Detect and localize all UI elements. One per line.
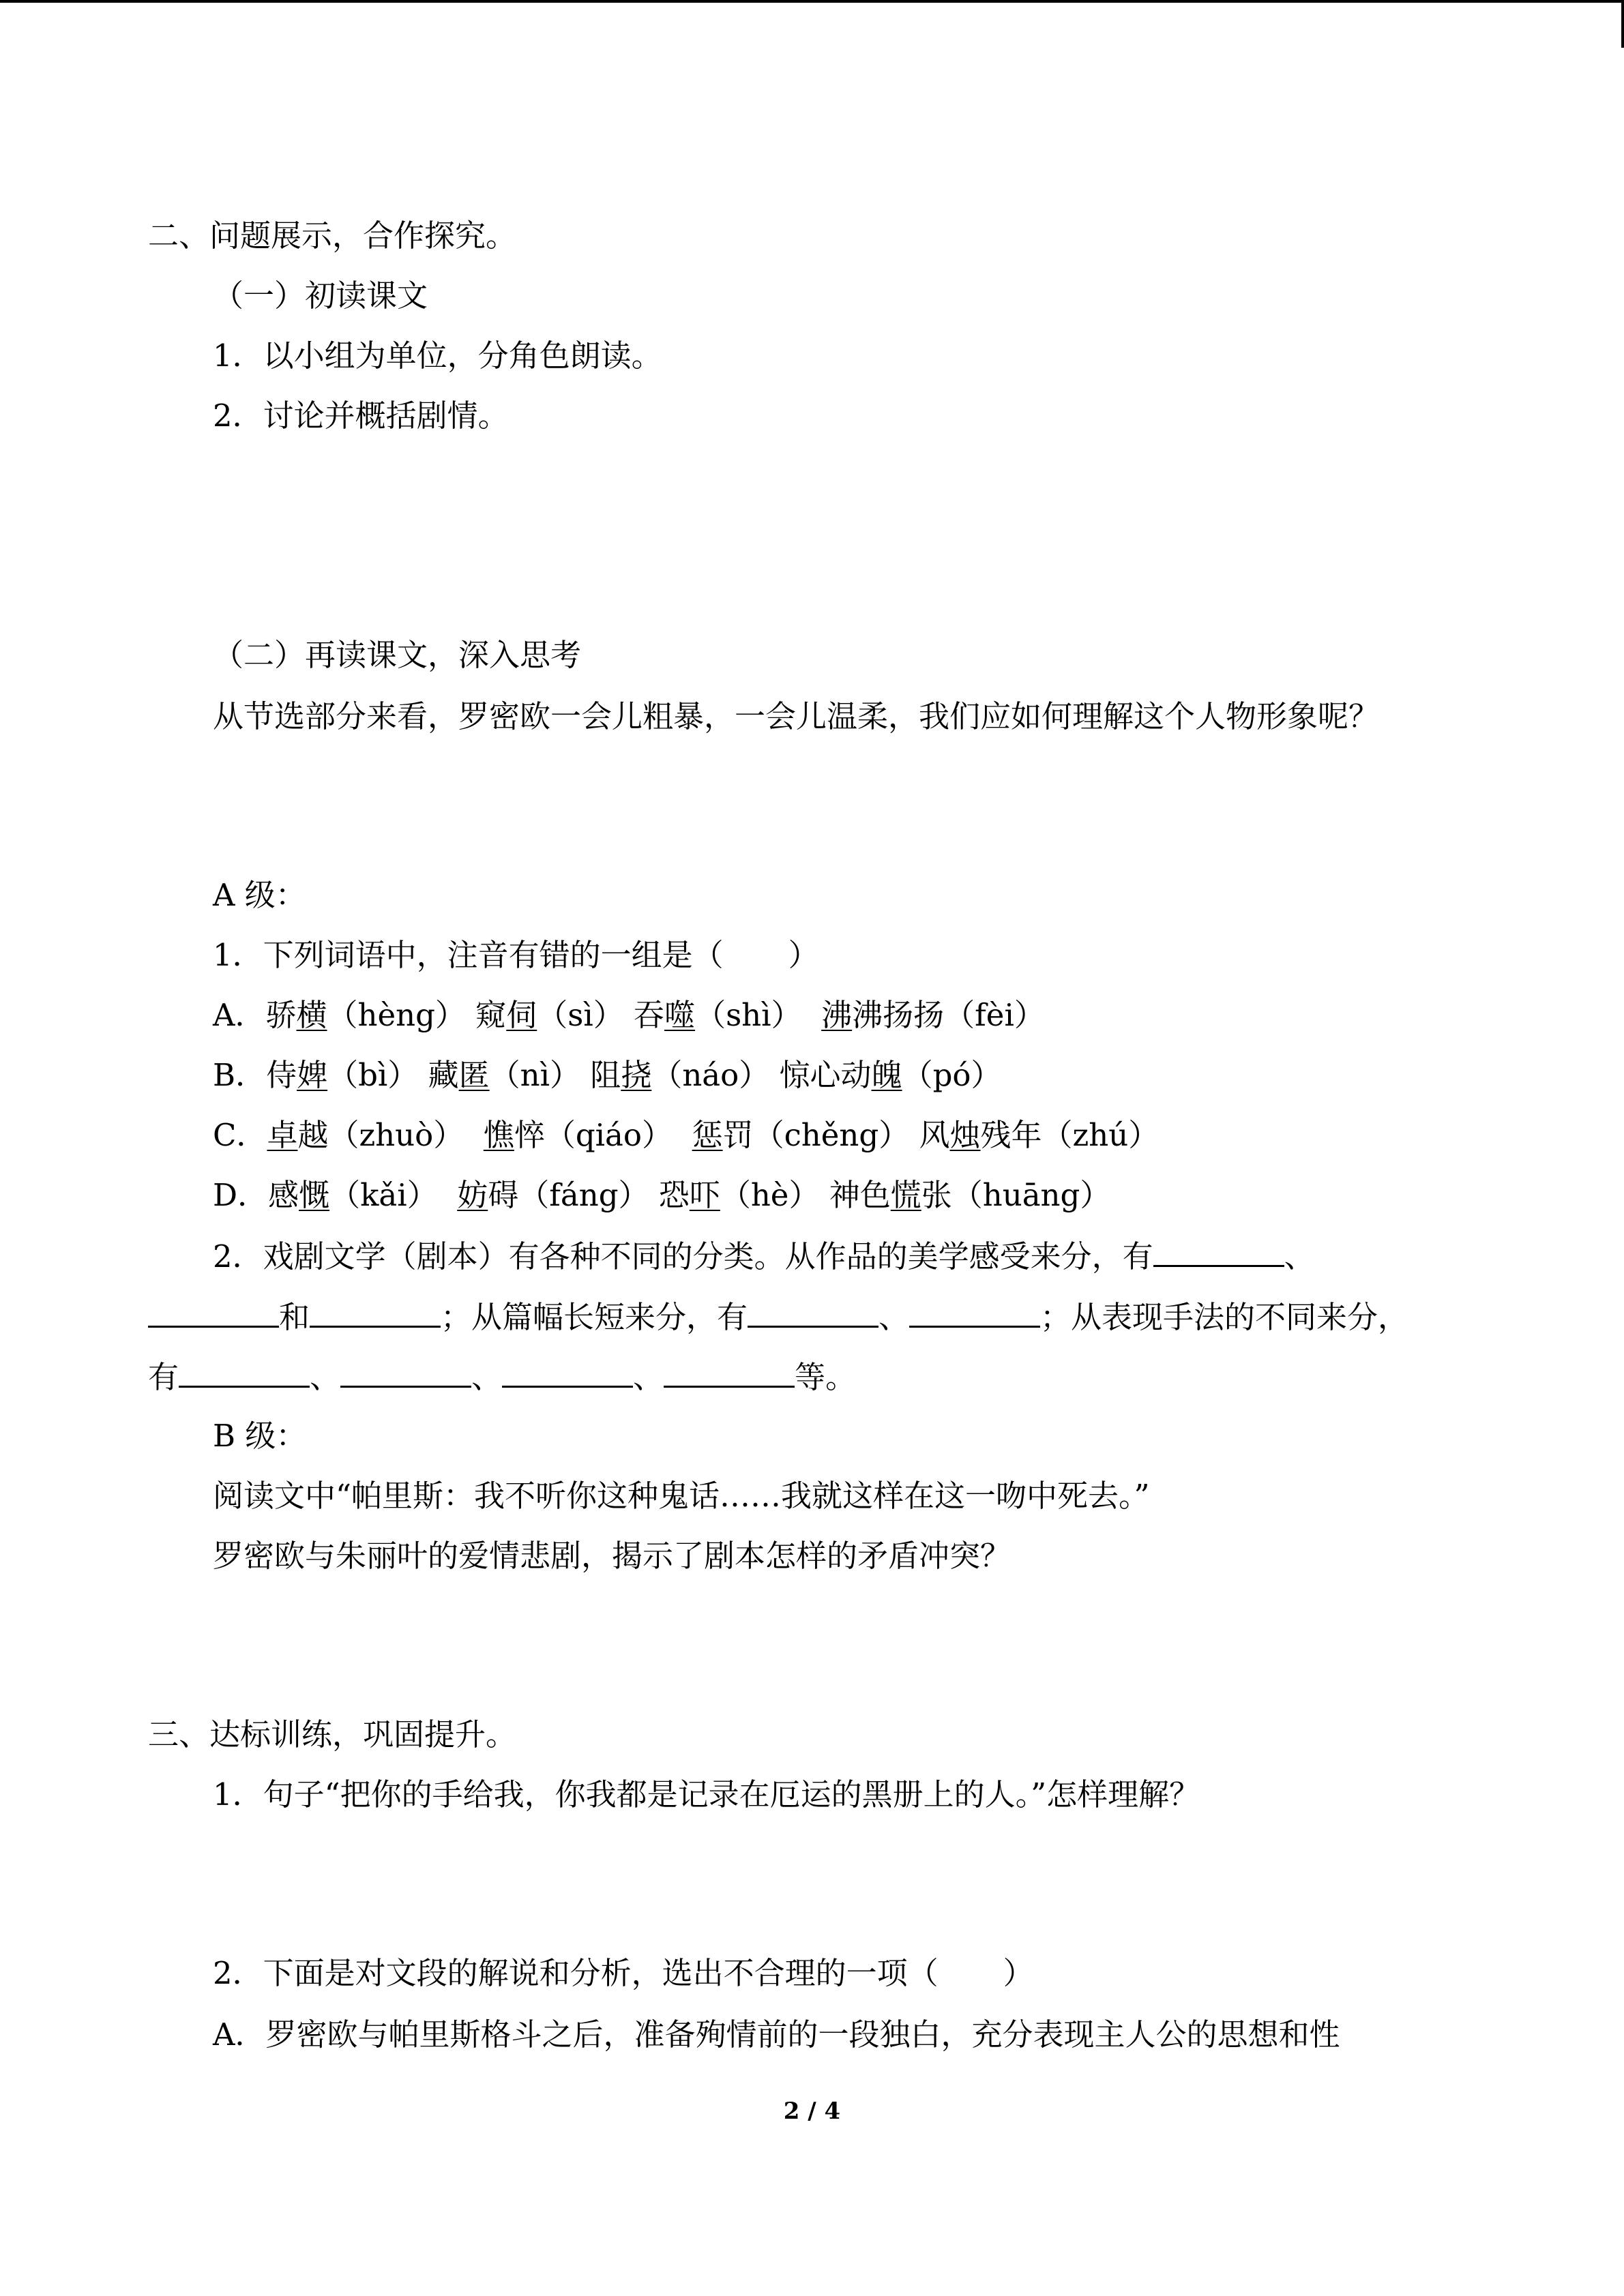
top-border-line — [0, 0, 1624, 3]
level-b-line2: 罗密欧与朱丽叶的爱情悲剧，揭示了剧本怎样的矛盾冲突？ — [213, 1538, 1012, 1574]
page-number: 2 / 4 — [783, 2098, 841, 2125]
fill-blank[interactable] — [310, 1296, 441, 1328]
level-a-q2-line2: 和 ；从篇幅长短来分，有 、 ；从表现手法的不同来分， — [148, 1296, 1408, 1338]
section3-q1: 1．句子“把你的手给我，你我都是记录在厄运的黑册上的人。”怎样理解？ — [213, 1776, 1200, 1813]
fill-blank[interactable] — [502, 1356, 633, 1388]
section3-q2-option-a: A．罗密欧与帕里斯格斗之后，准备殉情前的一段独白，充分表现主人公的思想和性 — [213, 2016, 1340, 2053]
level-a-q1 — [213, 935, 819, 976]
fill-blank[interactable] — [179, 1356, 310, 1388]
fill-blank[interactable] — [909, 1296, 1040, 1328]
level-a-q2-line1: 2．戏剧文学（剧本）有各种不同的分类。从作品的美学感受来分，有 、 — [213, 1235, 1315, 1277]
part2-heading: （二）再读课文，深入思考 — [213, 637, 582, 673]
fill-blank[interactable] — [148, 1296, 279, 1328]
part2-question: 从节选部分来看，罗密欧一会儿粗暴，一会儿温柔，我们应如何理解这个人物形象呢？ — [213, 698, 1380, 734]
section3-q2: 2．下面是对文段的解说和分析，选出不合理的一项（ ） — [213, 1955, 1034, 1991]
q1-close: ） — [788, 937, 819, 973]
fill-blank[interactable] — [664, 1356, 795, 1388]
level-b-line1: 阅读文中“帕里斯：我不听你这种鬼话……我就这样在这一吻中死去。” — [213, 1478, 1150, 1514]
section2-heading: 二、问题展示，合作探究。 — [148, 218, 517, 254]
fill-blank[interactable] — [340, 1356, 471, 1388]
option-c: C．卓越（zhuò） 憔悴（qiáo） 惩罚（chěng） 风烛残年（zhú） — [213, 1117, 1160, 1153]
option-a: A．骄横（hèng） 窥伺（sì） 吞噬（shì） 沸沸扬扬（fèi） — [213, 997, 1045, 1033]
part1-q1: 1．以小组为单位，分角色朗读。 — [213, 338, 662, 374]
option-d: D．感慨（kǎi） 妨碍（fáng） 恐吓（hè） 神色慌张（huāng） — [213, 1177, 1111, 1213]
part1-heading: （一）初读课文 — [213, 278, 428, 314]
fill-blank[interactable] — [1153, 1235, 1284, 1267]
option-b: B．侍婢（bì） 藏匿（nì） 阻挠（náo） 惊心动魄（pó） — [213, 1057, 1002, 1093]
level-b-label: B 级： — [213, 1418, 307, 1454]
section3-heading: 三、达标训练，巩固提升。 — [148, 1716, 517, 1753]
level-a-label: A 级： — [213, 877, 306, 913]
fill-blank[interactable] — [748, 1296, 879, 1328]
q1-stem: 1．下列词语中，注音有错的一组是（ — [213, 937, 724, 973]
right-border-line — [1621, 0, 1624, 48]
part1-q2: 2．讨论并概括剧情。 — [213, 398, 509, 434]
level-a-q2-line3: 有 、 、 、 等。 — [148, 1356, 856, 1398]
